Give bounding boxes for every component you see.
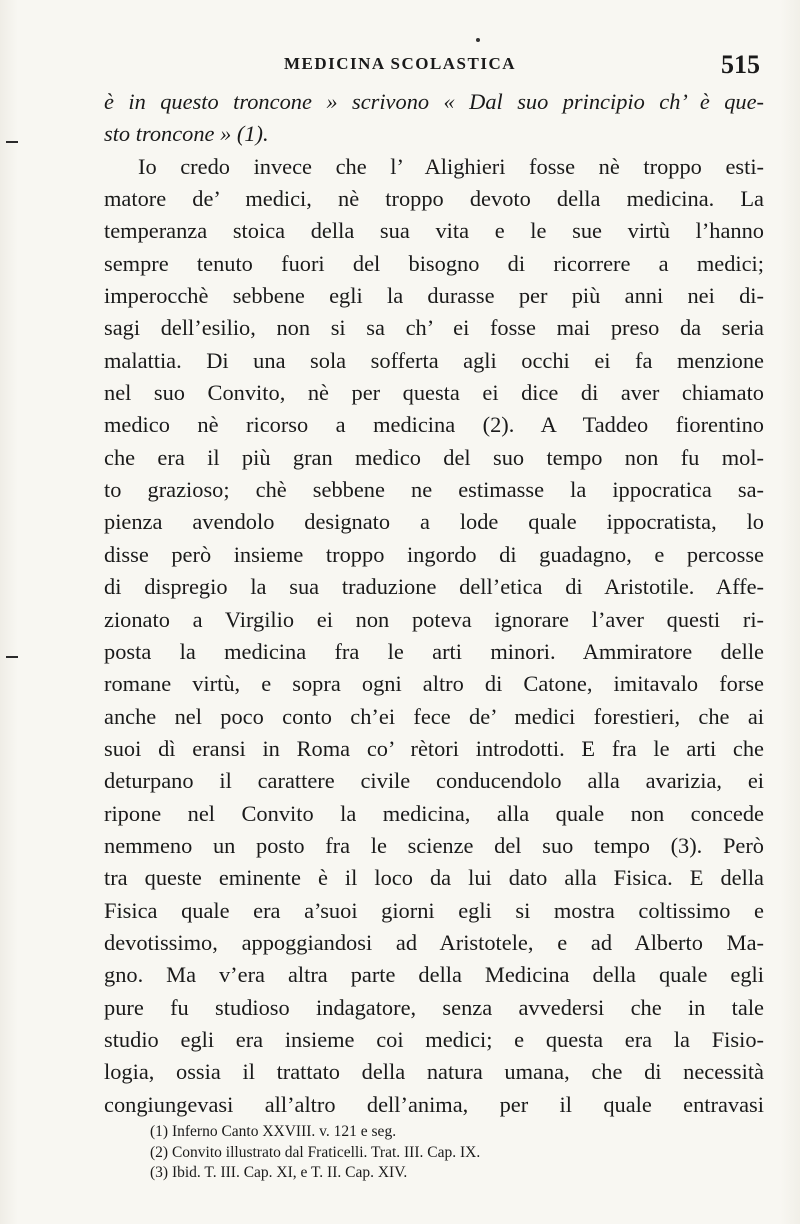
footnote: (1) Inferno Canto XXVIII. v. 121 e seg.: [150, 1123, 397, 1140]
text-line: romane virtù, e sopra ogni altro di Catone, imitavalo forse: [104, 671, 764, 697]
running-head: [0, 50, 800, 80]
running-title: MEDICINA SCOLASTICA: [283, 54, 517, 73]
text-line: deturpano il carattere civile conducendolo alla avarizia, ei: [104, 768, 764, 794]
margin-mark: [6, 141, 18, 143]
text-line: devotissimo, appoggiandosi ad Aristotele, e ad Alberto Ma-: [104, 929, 764, 955]
footnote: (2) Convito illustrato dal Fraticelli. Trat. III. Cap. IX.: [150, 1143, 481, 1161]
text-line: temperanza stoica della sua vita e le sue virtù l’hanno: [104, 218, 764, 244]
text-line: sagi dell’esilio, non si sa ch’ ei fosse mai preso da seria: [104, 315, 764, 341]
text-line: tra queste eminente è il loco da lui dato alla Fisica. E della: [104, 865, 764, 891]
body-text: [104, 86, 764, 1121]
text-line: medico nè ricorso a medicina (2). A Taddeo fiorentino: [104, 412, 764, 438]
text-line: zionato a Virgilio ei non poteva ignorare l’aver questi ri-: [104, 606, 764, 632]
text-line: sempre tenuto fuori del bisogno di ricorrere a medici;: [104, 250, 764, 276]
text-line: to grazioso; chè sebbene ne estimasse la ippocratica sa-: [104, 477, 764, 503]
text-line: posta la medicina fra le arti minori. Ammiratore delle: [104, 638, 764, 664]
text-line: sto troncone » (1).: [104, 121, 269, 147]
footnote: (3) Ibid. T. III. Cap. XI, e T. II. Cap. XIV.: [150, 1164, 408, 1181]
text-line: gno. Ma v’era altra parte della Medicina della quale egli: [104, 962, 764, 988]
text-line: congiungevasi all’altro dell’anima, per il quale entravasi: [104, 1091, 764, 1117]
text-line: è in questo troncone » scrivono « Dal suo principio ch’ è que-: [104, 89, 764, 114]
text-line: suoi dì eransi in Roma co’ rètori introdotti. E fra le arti che: [104, 735, 764, 761]
margin-mark: [6, 656, 18, 658]
text-line: ripone nel Convito la medicina, alla quale non concede: [104, 800, 764, 826]
text-line: anche nel poco conto ch’ei fece de’ medici forestieri, che ai: [104, 703, 764, 729]
text-line: Fisica quale era a’suoi giorni egli si mostra coltissimo e: [104, 897, 764, 923]
text-line: imperocchè sebbene egli la durasse per più anni nei di-: [104, 283, 764, 309]
text-line: di dispregio la sua traduzione dell’etica di Aristotile. Affe-: [104, 574, 764, 600]
text-line: pienza avendolo designato a lode quale ippocratista, lo: [104, 509, 764, 535]
text-line: che era il più gran medico del suo tempo non fu mol-: [104, 444, 764, 470]
text-line: logia, ossia il trattato della natura umana, che di necessità: [104, 1059, 764, 1085]
print-speck: [476, 38, 480, 42]
text-line: malattia. Di una sola sofferta agli occhi ei fa menzione: [104, 347, 764, 373]
page-number: 515: [721, 50, 760, 79]
text-line: Io credo invece che l’ Alighieri fosse nè troppo esti-: [138, 153, 764, 179]
text-line: pure fu studioso indagatore, senza avvedersi che in tale: [104, 994, 764, 1020]
text-line: nel suo Convito, nè per questa ei dice di aver chiamato: [104, 380, 764, 406]
text-line: matore de’ medici, nè troppo devoto della medicina. La: [104, 186, 764, 212]
text-line: studio egli era insieme coi medici; e questa era la Fisio-: [104, 1026, 764, 1052]
text-line: nemmeno un posto fra le scienze del suo tempo (3). Però: [104, 832, 764, 858]
text-line: disse però insieme troppo ingordo di guadagno, e percosse: [104, 541, 764, 567]
footnotes: [150, 1122, 750, 1184]
